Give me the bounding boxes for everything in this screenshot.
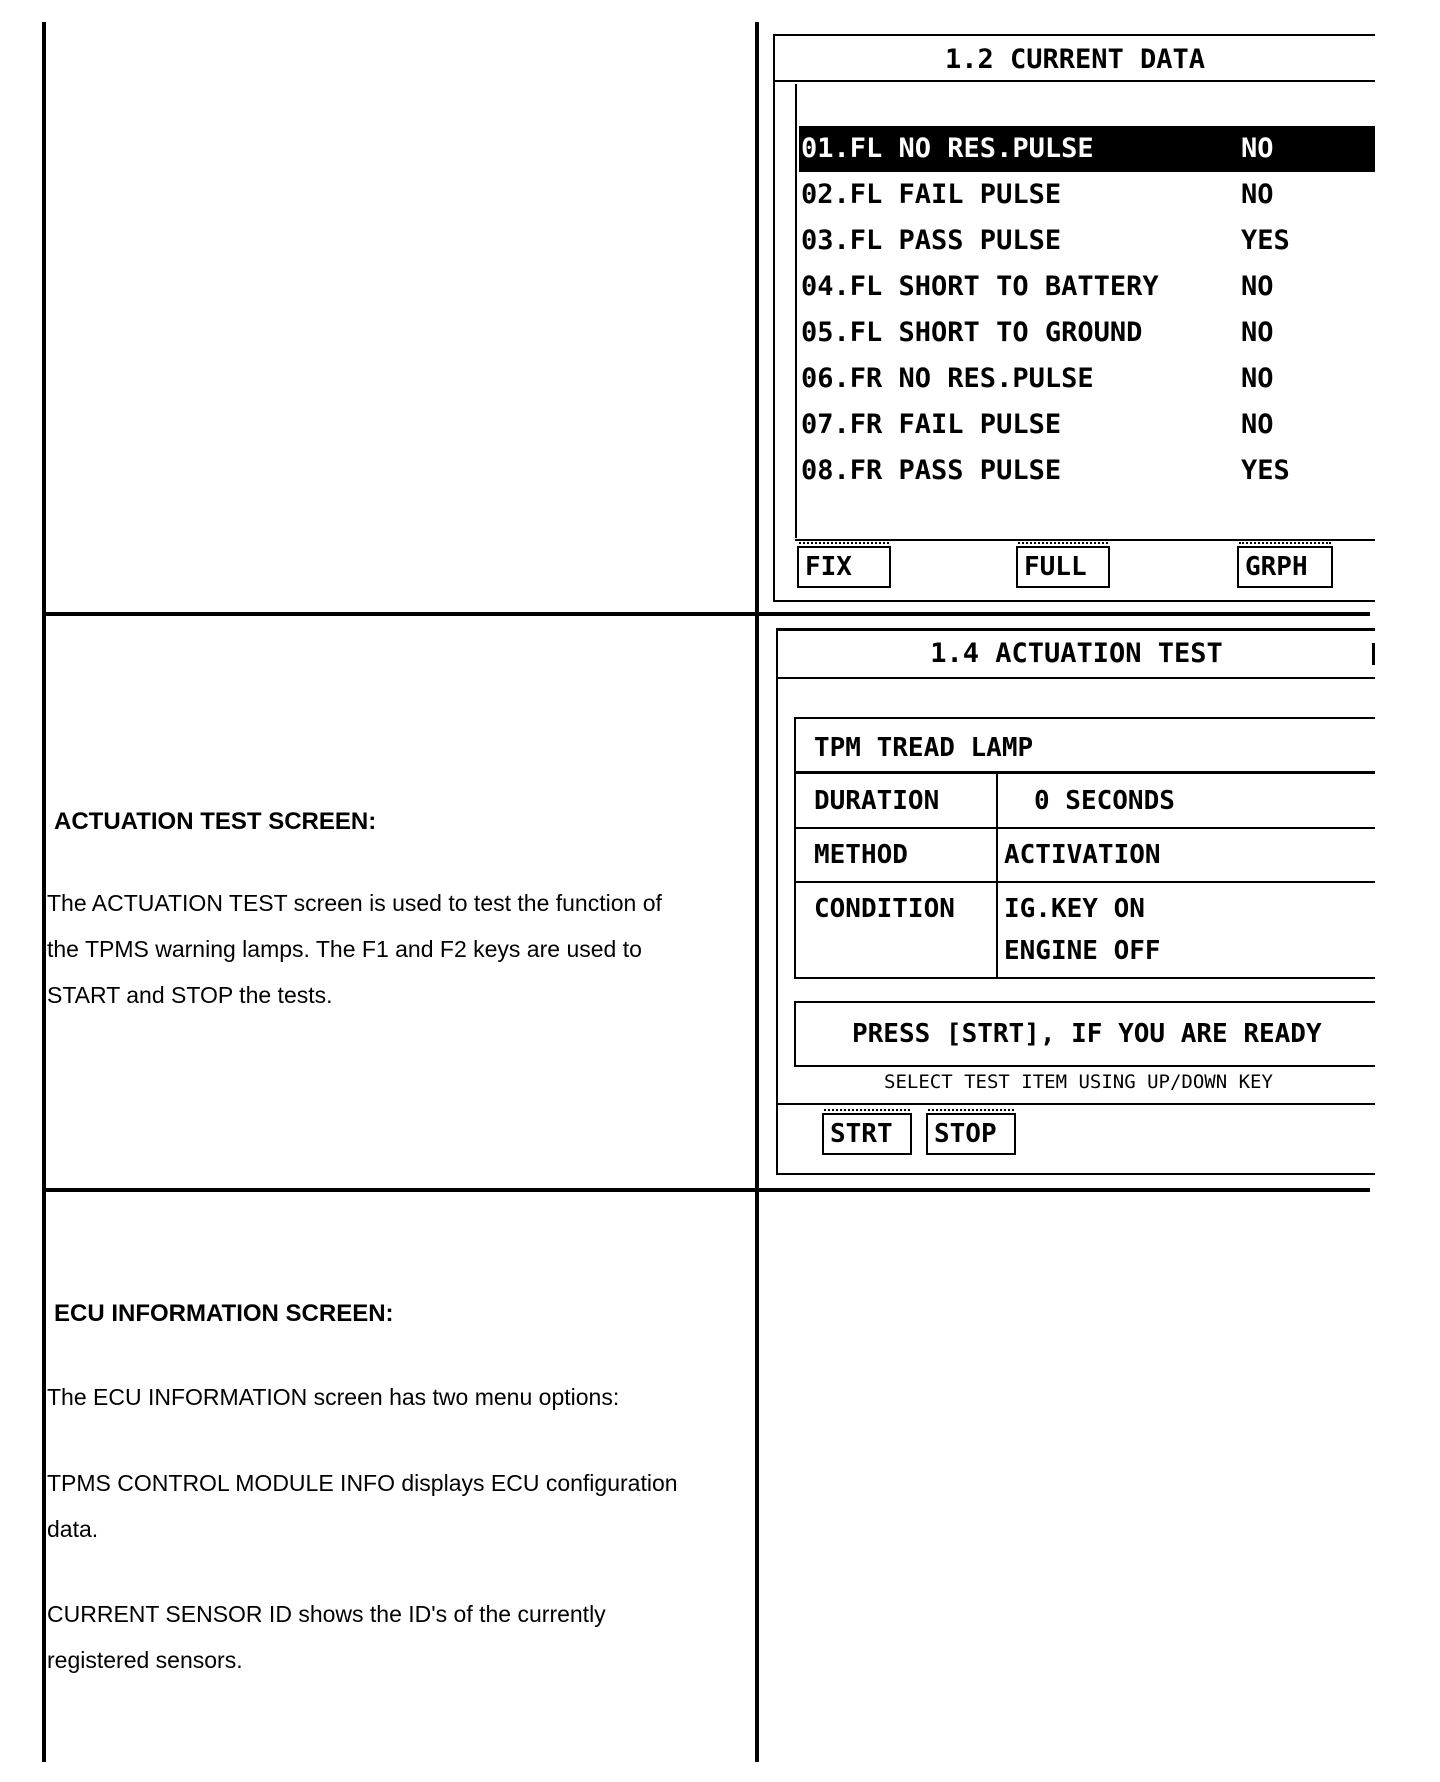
data-row[interactable]: 05.FL SHORT TO GROUND NO [801, 317, 1274, 348]
condition-value: ENGINE OFF [1004, 936, 1161, 966]
text-line: the TPMS warning lamps. The F1 and F2 keys are used to [47, 936, 642, 962]
duration-label: DURATION [814, 786, 940, 816]
fix-button[interactable]: FIX [797, 546, 891, 588]
method-label: METHOD [814, 840, 908, 870]
condition-value: IG.KEY ON [1004, 894, 1145, 924]
test-item-name[interactable]: TPM TREAD LAMP [814, 733, 1034, 763]
row-divider [796, 827, 1375, 829]
text-line: TPMS CONTROL MODULE INFO displays ECU configuration [47, 1470, 678, 1496]
data-row[interactable]: 06.FR NO RES.PULSE NO [801, 363, 1274, 394]
ecu-info-paragraph-3 [47, 1591, 737, 1683]
ready-prompt-box [794, 1001, 1375, 1067]
data-row[interactable]: 02.FL FAIL PULSE NO [801, 179, 1274, 210]
row-divider-2 [42, 1188, 1370, 1192]
hint-text: SELECT TEST ITEM USING UP/DOWN KEY [884, 1071, 1273, 1093]
current-data-left-rail [795, 84, 797, 538]
data-row[interactable]: 08.FR PASS PULSE YES [801, 455, 1290, 486]
start-button[interactable]: STRT [822, 1113, 912, 1155]
text-line: START and STOP the tests. [47, 982, 333, 1008]
row-divider [796, 881, 1375, 883]
actuation-test-screen [776, 628, 1375, 1175]
ecu-info-paragraph-1 [47, 1374, 737, 1420]
data-row[interactable]: 03.FL PASS PULSE YES [801, 225, 1290, 256]
condition-label: CONDITION [814, 894, 955, 924]
data-row-selected[interactable]: 01.FL NO RES.PULSE NO [799, 126, 1375, 172]
fkey-bar-divider [795, 539, 1375, 541]
current-data-list [799, 126, 1375, 494]
title-edge-glyph [1372, 643, 1375, 665]
text-line: registered sensors. [47, 1647, 243, 1673]
actuation-test-description [47, 880, 737, 1018]
ready-prompt: PRESS [STRT], IF YOU ARE READY [852, 1019, 1322, 1049]
ecu-info-heading: ECU INFORMATION SCREEN: [54, 1300, 394, 1327]
data-row[interactable]: 04.FL SHORT TO BATTERY NO [801, 271, 1274, 302]
row-divider-1 [42, 612, 1370, 616]
actuation-test-heading: ACTUATION TEST SCREEN: [54, 808, 377, 835]
ecu-info-paragraph-2 [47, 1460, 737, 1552]
item-divider [796, 771, 1375, 774]
fkey-bar-divider [778, 1103, 1375, 1105]
text-line: CURRENT SENSOR ID shows the ID's of the currently [47, 1601, 606, 1627]
text-line: The ACTUATION TEST screen is used to test the function of [47, 890, 662, 916]
graph-button[interactable]: GRPH [1237, 546, 1333, 588]
table-left-border [42, 22, 46, 1762]
full-button[interactable]: FULL [1016, 546, 1110, 588]
current-data-screen [773, 34, 1375, 602]
text-line: The ECU INFORMATION screen has two menu options: [47, 1384, 620, 1410]
col-divider [996, 774, 998, 977]
method-value: ACTIVATION [1004, 840, 1161, 870]
text-line: data. [47, 1516, 99, 1542]
stop-button[interactable]: STOP [926, 1113, 1016, 1155]
data-row[interactable]: 07.FR FAIL PULSE NO [801, 409, 1274, 440]
test-item-table [794, 717, 1375, 979]
current-data-title: 1.2 CURRENT DATA [775, 40, 1375, 82]
table-center-divider [755, 22, 759, 1762]
actuation-test-title: 1.4 ACTUATION TEST [778, 631, 1375, 679]
duration-value: 0 SECONDS [1034, 786, 1175, 816]
